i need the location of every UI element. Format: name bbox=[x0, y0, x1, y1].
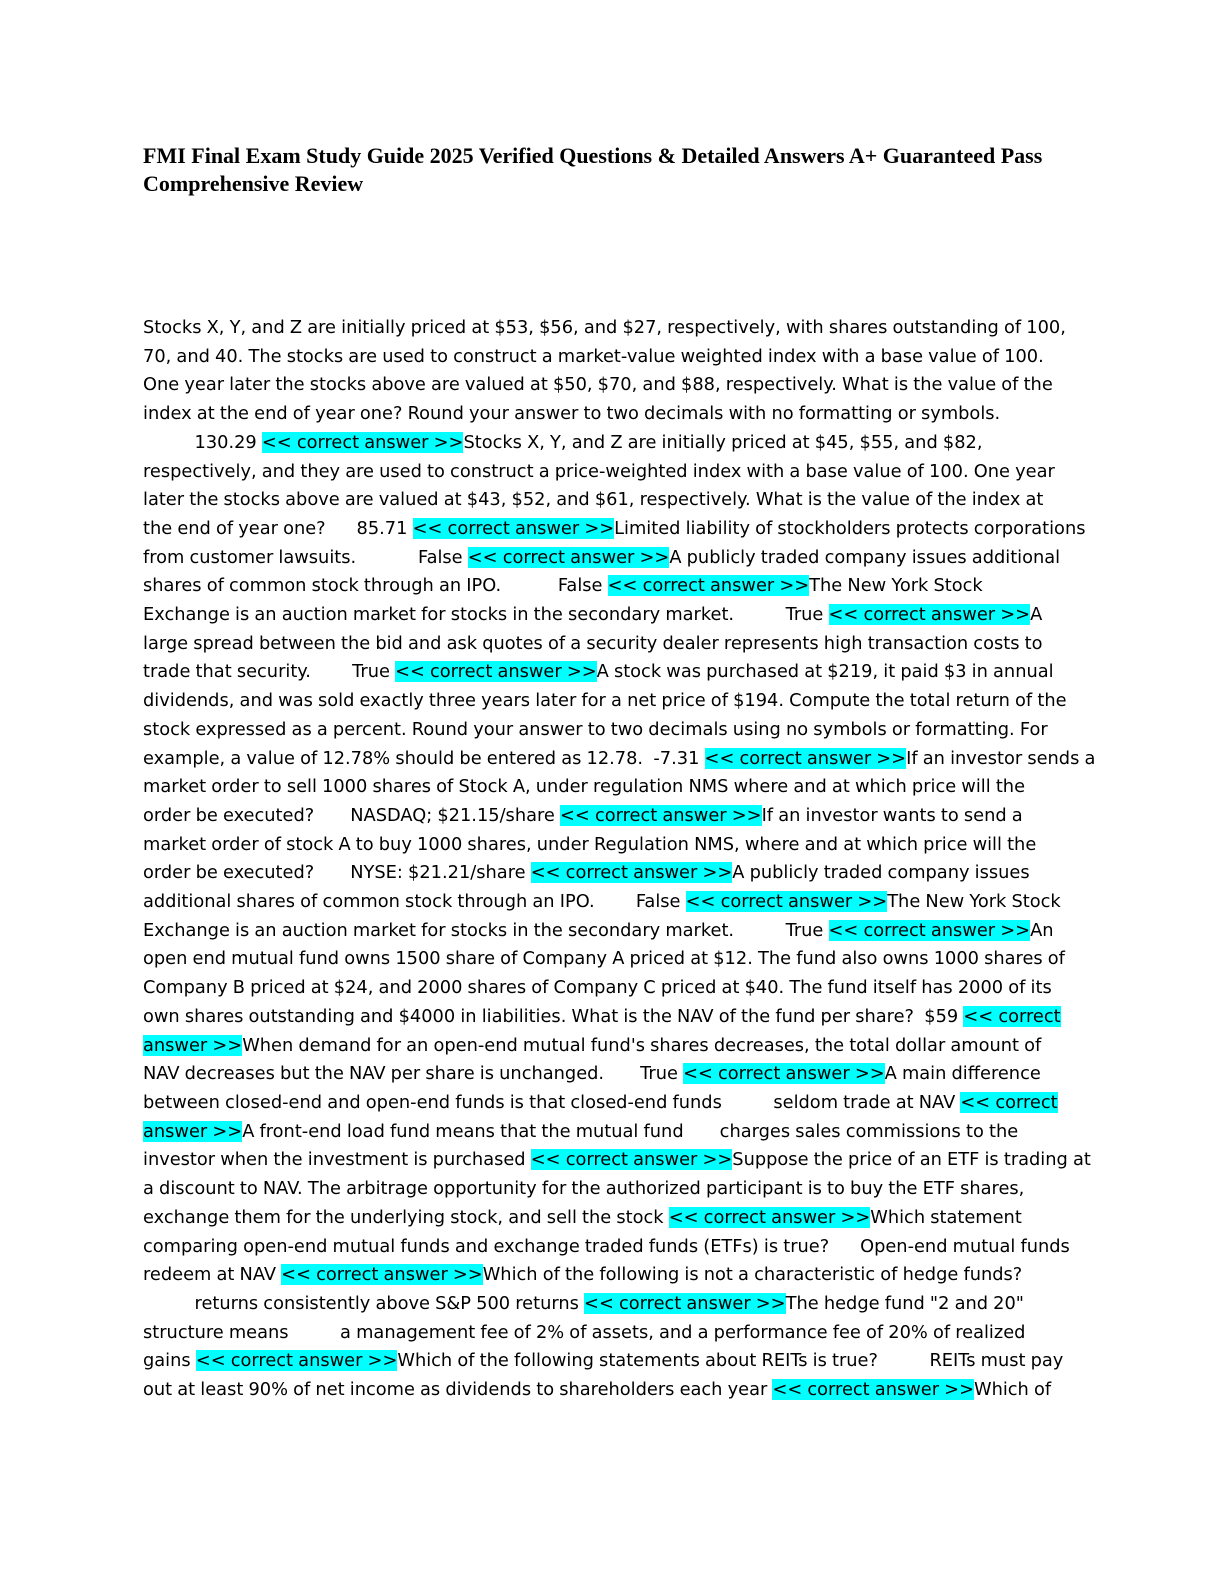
correct-answer-marker: << correct answer >> bbox=[261, 431, 464, 453]
text-segment: between closed-end and open-end funds is that closed-end funds seldom trade at NAV bbox=[143, 1091, 961, 1113]
text-segment: additional shares of common stock through an IPO. False bbox=[143, 891, 686, 913]
text-segment: If an investor sends a bbox=[906, 747, 1096, 769]
text-segment: Limited liability of stockholders protects corporations bbox=[614, 517, 1086, 539]
text-line bbox=[143, 1261, 1083, 1290]
text-segment: Which of bbox=[973, 1379, 1052, 1401]
correct-answer-marker: << correct answer >> bbox=[704, 747, 907, 769]
correct-answer-marker: answer >> bbox=[143, 1034, 243, 1056]
text-line bbox=[143, 658, 1083, 687]
text-segment: NAV decreases but the NAV per share is unchanged. True bbox=[143, 1063, 684, 1085]
text-line bbox=[143, 1060, 1083, 1089]
text-segment: respectively, and they are used to construct a price-weighted index with a base value of 100. One year bbox=[143, 460, 1055, 482]
correct-answer-marker: << correct answer >> bbox=[560, 804, 762, 826]
text-segment: A stock was purchased at $219, it paid $3 in annual bbox=[596, 661, 1054, 683]
text-line bbox=[143, 1089, 1083, 1118]
text-segment: 130.29 bbox=[143, 431, 262, 453]
text-segment: dividends, and was sold exactly three years later for a net price of $194. Compute the total return of the bbox=[143, 690, 1067, 712]
correct-answer-marker: << correct answer >> bbox=[584, 1292, 786, 1314]
correct-answer-marker: << correct answer >> bbox=[195, 1350, 398, 1372]
text-line bbox=[143, 429, 1083, 458]
text-segment: Stocks X, Y, and Z are initially priced at $45, $55, and $82, bbox=[463, 431, 983, 453]
text-segment: redeem at NAV bbox=[143, 1264, 282, 1286]
text-segment: the end of year one? 85.71 bbox=[143, 517, 413, 539]
correct-answer-marker: << correct answer >> bbox=[530, 862, 733, 884]
correct-answer-marker: << correct answer >> bbox=[685, 891, 888, 913]
text-segment: example, a value of 12.78% should be entered as 12.78. -7.31 bbox=[143, 747, 705, 769]
text-line bbox=[143, 1233, 1083, 1262]
text-line bbox=[143, 831, 1083, 860]
text-line bbox=[143, 572, 1083, 601]
text-segment: large spread between the bid and ask quotes of a security dealer represents high transaction costs to bbox=[143, 632, 1043, 654]
correct-answer-marker: << correct answer >> bbox=[668, 1206, 871, 1228]
text-segment: When demand for an open-end mutual fund's shares decreases, the total dollar amount of bbox=[242, 1034, 1042, 1056]
text-segment: A main difference bbox=[884, 1063, 1041, 1085]
text-segment: own shares outstanding and $4000 in liabilities. What is the NAV of the fund per share? $59 bbox=[143, 1005, 964, 1027]
document-title: FMI Final Exam Study Guide 2025 Verified Questions & Detailed Answers A+ Guaranteed Pass Comprehensive Review bbox=[143, 143, 1043, 196]
text-segment: returns consistently above S&P 500 returns bbox=[143, 1292, 585, 1314]
correct-answer-marker: << correct answer >> bbox=[530, 1149, 733, 1171]
text-segment: structure means a management fee of 2% of assets, and a performance fee of 20% of realized bbox=[143, 1321, 1026, 1343]
text-line bbox=[143, 888, 1083, 917]
text-line bbox=[143, 802, 1083, 831]
text-line bbox=[143, 1118, 1083, 1147]
text-segment: Exchange is an auction market for stocks in the secondary market. True bbox=[143, 604, 829, 626]
text-line bbox=[143, 630, 1083, 659]
text-line bbox=[143, 400, 1083, 429]
text-segment: A publicly traded company issues additional bbox=[669, 546, 1061, 568]
text-segment: Company B priced at $24, and 2000 shares of Company C priced at $40. The fund itself has 2000 of its bbox=[143, 977, 1052, 999]
text-segment: Which of the following is not a characteristic of hedge funds? bbox=[482, 1264, 1023, 1286]
text-segment: The hedge fund "2 and 20" bbox=[785, 1292, 1024, 1314]
text-line bbox=[143, 544, 1083, 573]
text-line bbox=[143, 945, 1083, 974]
text-segment: One year later the stocks above are valued at $50, $70, and $88, respectively. What is the value of the bbox=[143, 374, 1053, 396]
text-segment: gains bbox=[143, 1350, 196, 1372]
text-segment: Which of the following statements about REITs is true? REITs must pay bbox=[397, 1350, 1064, 1372]
text-segment: out at least 90% of net income as dividends to shareholders each year bbox=[143, 1379, 773, 1401]
text-segment: If an investor wants to send a bbox=[761, 804, 1023, 826]
text-segment: A bbox=[1030, 604, 1043, 626]
correct-answer-marker: << correct answer >> bbox=[828, 919, 1031, 941]
correct-answer-marker: << correct answer >> bbox=[607, 575, 810, 597]
text-segment: Exchange is an auction market for stocks in the secondary market. True bbox=[143, 919, 829, 941]
correct-answer-marker: << correct bbox=[963, 1005, 1061, 1027]
text-line bbox=[143, 1290, 1083, 1319]
correct-answer-marker: << correct answer >> bbox=[395, 661, 597, 683]
text-line bbox=[143, 1146, 1091, 1175]
correct-answer-marker: << correct answer >> bbox=[281, 1264, 483, 1286]
correct-answer-marker: << correct bbox=[960, 1091, 1058, 1113]
correct-answer-marker: << correct answer >> bbox=[828, 604, 1031, 626]
text-segment: index at the end of year one? Round your answer to two decimals with no formatting or symbols. bbox=[143, 403, 1001, 425]
text-line bbox=[143, 343, 1083, 372]
text-segment: The New York Stock bbox=[887, 891, 1061, 913]
text-segment: later the stocks above are valued at $43, $52, and $61, respectively. What is the value of the index at bbox=[143, 489, 1044, 511]
text-segment: A front-end load fund means that the mutual fund charges sales commissions to the bbox=[242, 1120, 1019, 1142]
text-segment: trade that security. True bbox=[143, 661, 396, 683]
text-segment: investor when the investment is purchased bbox=[143, 1149, 531, 1171]
text-segment: market order to sell 1000 shares of Stock A, under regulation NMS where and at which price will the bbox=[143, 776, 1026, 798]
text-line bbox=[143, 716, 1083, 745]
text-segment: An bbox=[1030, 919, 1054, 941]
correct-answer-marker: << correct answer >> bbox=[772, 1379, 974, 1401]
text-segment: The New York Stock bbox=[809, 575, 983, 597]
text-line bbox=[143, 314, 1083, 343]
text-line bbox=[143, 1003, 1083, 1032]
text-line bbox=[143, 458, 1083, 487]
text-line bbox=[143, 1204, 1083, 1233]
document-body bbox=[143, 314, 1096, 1405]
text-line bbox=[143, 974, 1083, 1003]
text-segment: Stocks X, Y, and Z are initially priced at $53, $56, and $27, respectively, with shares outstanding of 100, bbox=[143, 317, 1066, 338]
text-segment: Suppose the price of an ETF is trading at bbox=[732, 1149, 1091, 1171]
text-line bbox=[143, 1376, 1083, 1405]
text-line bbox=[143, 687, 1083, 716]
text-segment: A publicly traded company issues bbox=[732, 862, 1030, 884]
text-line bbox=[143, 601, 1083, 630]
text-segment: comparing open-end mutual funds and exchange traded funds (ETFs) is true? Open-end mutual funds bbox=[143, 1235, 1070, 1257]
text-segment: from customer lawsuits. False bbox=[143, 546, 468, 568]
text-line bbox=[143, 1319, 1083, 1348]
text-line bbox=[143, 773, 1083, 802]
text-segment: Which statement bbox=[870, 1206, 1022, 1228]
text-segment: a discount to NAV. The arbitrage opportunity for the authorized participant is to buy the ETF shares, bbox=[143, 1178, 1025, 1200]
text-line bbox=[143, 486, 1083, 515]
text-segment: exchange them for the underlying stock, and sell the stock bbox=[143, 1206, 669, 1228]
text-segment: order be executed? NYSE: $21.21/share bbox=[143, 862, 531, 884]
text-line bbox=[143, 371, 1083, 400]
text-segment: open end mutual fund owns 1500 share of Company A priced at $12. The fund also owns 1000 shares of bbox=[143, 948, 1065, 970]
correct-answer-marker: << correct answer >> bbox=[683, 1063, 885, 1085]
text-segment: 70, and 40. The stocks are used to construct a market-value weighted index with a base value of 100. bbox=[143, 345, 1044, 367]
text-segment: stock expressed as a percent. Round your answer to two decimals using no symbols or formatting. For bbox=[143, 718, 1048, 740]
correct-answer-marker: << correct answer >> bbox=[467, 546, 670, 568]
correct-answer-marker: answer >> bbox=[143, 1120, 243, 1142]
correct-answer-marker: << correct answer >> bbox=[412, 517, 615, 539]
text-segment: market order of stock A to buy 1000 shares, under Regulation NMS, where and at which price will the bbox=[143, 833, 1037, 855]
text-line bbox=[143, 1175, 1083, 1204]
text-segment: order be executed? NASDAQ; $21.15/share bbox=[143, 804, 561, 826]
text-line bbox=[143, 859, 1083, 888]
text-line bbox=[143, 515, 1086, 544]
text-line bbox=[143, 1347, 1083, 1376]
text-line bbox=[143, 917, 1083, 946]
text-line bbox=[143, 745, 1096, 774]
text-segment: shares of common stock through an IPO. False bbox=[143, 575, 608, 597]
text-line bbox=[143, 1032, 1083, 1061]
